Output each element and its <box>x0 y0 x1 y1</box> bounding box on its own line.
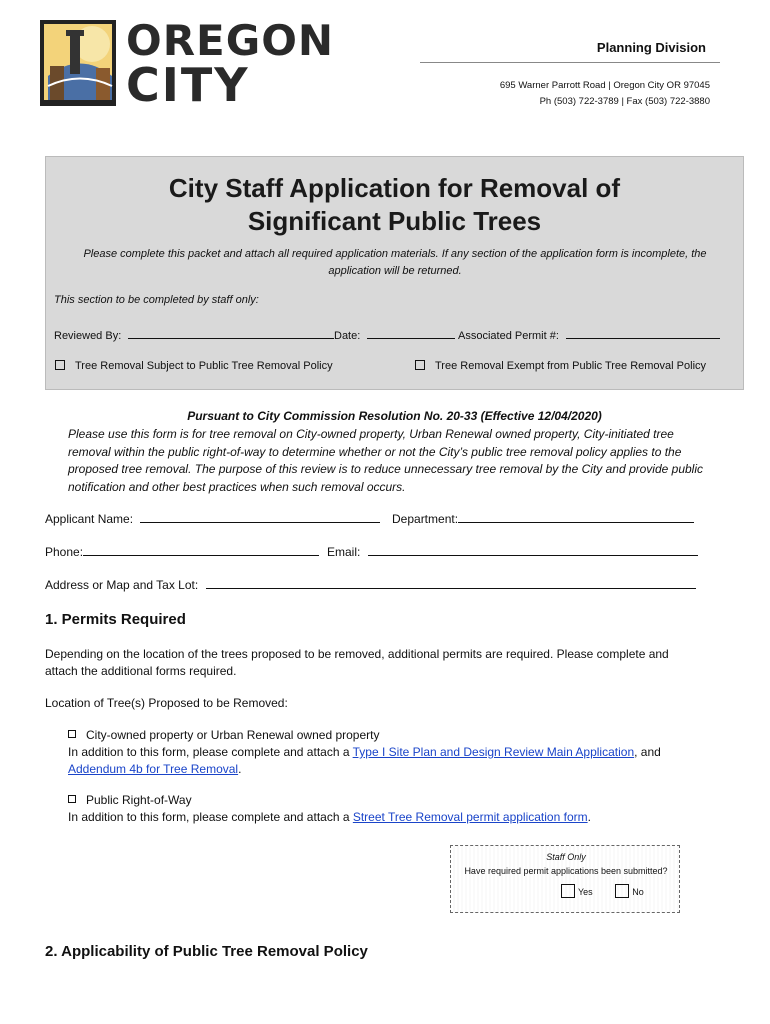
checkbox-icon[interactable] <box>415 360 425 370</box>
checkbox-icon[interactable] <box>68 730 76 738</box>
yes-checkbox[interactable] <box>561 884 575 898</box>
section-2-heading: 2. Applicability of Public Tree Removal Policy <box>45 943 368 960</box>
date-label: Date: <box>334 330 361 342</box>
option-city-owned <box>68 727 708 778</box>
phone-fax-line: Ph (503) 722-3789 | Fax (503) 722-3880 <box>539 96 710 107</box>
resolution-text: Please use this form is for tree removal on City-owned property, Urban Renewal owned property, City-initiated tree removal within the public right-of-way to determine whether or not the City’s public tree removal policy applies to the proposed tree removal. The purpose of this review is to reduce unnecessary tree removal by the City and provide public notification and other best practices when such removal occurs. <box>68 427 703 494</box>
location-label: Location of Tree(s) Proposed to be Removed: <box>45 696 288 710</box>
public-row-instruction: In addition to this form, please complete and attach a <box>68 810 353 824</box>
public-row-instruction-end: . <box>587 810 591 824</box>
phone-field <box>45 544 319 559</box>
email-field <box>327 544 698 559</box>
reviewed-by-field <box>54 327 334 342</box>
header-rule <box>420 62 720 63</box>
applicant-name-input[interactable] <box>140 511 380 523</box>
phone-label: Phone: <box>45 545 84 559</box>
reviewed-by-input[interactable] <box>128 327 334 339</box>
street-tree-removal-link[interactable]: Street Tree Removal permit application form <box>352 810 588 824</box>
resolution-heading: Pursuant to City Commission Resolution No. 20-33 (Effective 12/04/2020) <box>187 409 602 423</box>
staff-answer-row <box>451 884 679 898</box>
address-input[interactable] <box>206 577 696 589</box>
city-owned-label: City-owned property or Urban Renewal owned property <box>86 728 380 742</box>
logo-text-city: CITY <box>126 58 250 112</box>
phone-input[interactable] <box>83 544 319 556</box>
department-label: Department: <box>392 512 459 526</box>
yes-label: Yes <box>578 887 593 897</box>
option-exempt-from-policy[interactable] <box>415 360 706 372</box>
email-input[interactable] <box>368 544 698 556</box>
form-intro: Please complete this packet and attach all required application materials. If any section of the application form is incomplete, the application will be returned. <box>83 248 707 277</box>
address-line: 695 Warner Parrott Road | Oregon City OR 97045 <box>499 80 710 91</box>
option-subject-label: Tree Removal Subject to Public Tree Removal Policy <box>75 360 333 372</box>
applicant-name-field <box>45 511 380 526</box>
department-heading: Planning Division <box>596 40 706 55</box>
staff-question: Have required permit applications been submitted? <box>464 866 668 876</box>
type-1-site-plan-link[interactable]: Type I Site Plan and Design Review Main Application <box>352 745 635 759</box>
address-label: Address or Map and Tax Lot: <box>45 578 199 592</box>
address-field <box>45 577 696 592</box>
addendum-4b-link[interactable]: Addendum 4b for Tree Removal <box>68 762 239 776</box>
title-line-1: City Staff Application for Removal of <box>168 173 621 203</box>
city-owned-instruction-end: . <box>238 762 242 776</box>
option-public-row <box>68 792 708 826</box>
form-title <box>45 172 744 238</box>
city-owned-instruction-mid: , and <box>634 745 661 759</box>
option-subject-to-policy[interactable] <box>55 360 333 372</box>
oregon-city-logo <box>40 16 340 112</box>
associated-permit-field <box>458 327 720 342</box>
option-exempt-label: Tree Removal Exempt from Public Tree Removal Policy <box>435 360 707 372</box>
title-line-2: Significant Public Trees <box>247 206 542 236</box>
city-owned-instruction: In addition to this form, please complete and attach a <box>68 745 353 759</box>
associated-permit-input[interactable] <box>566 327 720 339</box>
date-input[interactable] <box>367 327 455 339</box>
section-1-intro: Depending on the location of the trees proposed to be removed, additional permits are required. Please complete and attach the additional forms required. <box>45 647 669 678</box>
checkbox-icon[interactable] <box>55 360 65 370</box>
public-row-label: Public Right-of-Way <box>86 793 192 807</box>
applicant-name-label: Applicant Name: <box>45 512 134 526</box>
section-1-heading: 1. Permits Required <box>45 611 186 628</box>
no-label: No <box>632 887 644 897</box>
logo-text-oregon: OREGON <box>126 16 335 65</box>
department-field <box>392 511 694 526</box>
department-input[interactable] <box>458 511 694 523</box>
staff-only-title: Staff Only <box>546 852 586 862</box>
email-label: Email: <box>327 545 361 559</box>
checkbox-icon[interactable] <box>68 795 76 803</box>
reviewed-by-label: Reviewed By: <box>54 330 122 342</box>
staff-only-box <box>450 845 680 913</box>
contact-info <box>420 78 710 110</box>
staff-only-note: This section to be completed by staff only: <box>54 294 259 306</box>
no-checkbox[interactable] <box>615 884 629 898</box>
associated-permit-label: Associated Permit #: <box>458 330 559 342</box>
date-field <box>334 327 455 342</box>
